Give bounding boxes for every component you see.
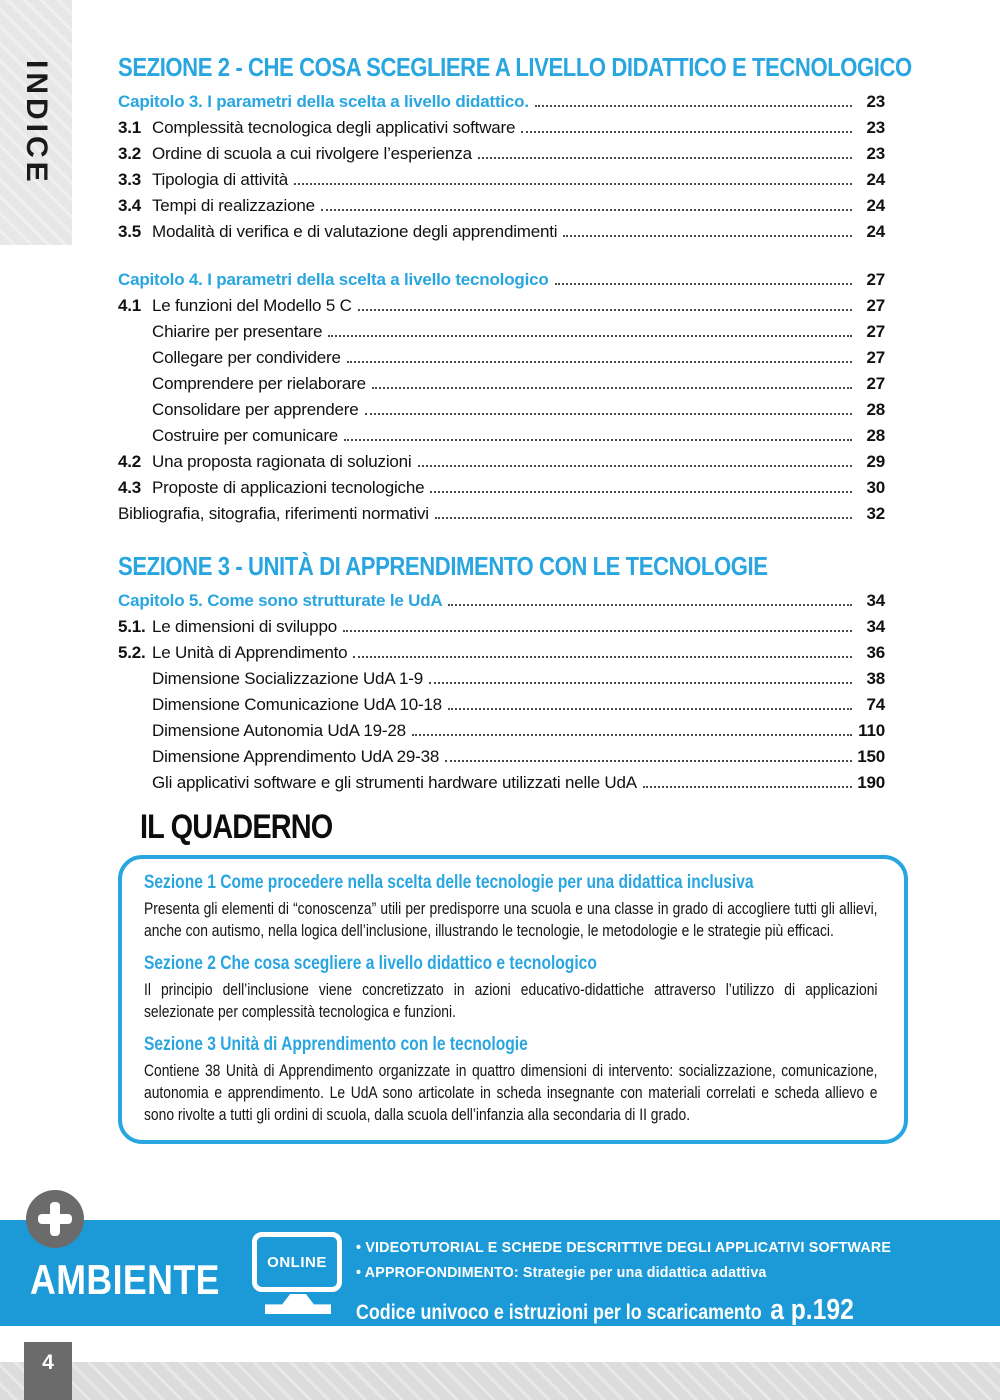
section-3-title: SEZIONE 3 - UNITÀ DI APPRENDIMENTO CON LE TECNOLOGIE: [118, 551, 768, 581]
toc-row-label: Gli applicativi software e gli strumenti hardware utilizzati nelle UdA: [152, 773, 637, 792]
plus-icon: [26, 1190, 84, 1248]
toc-row-label: Comprendere per rielaborare: [152, 374, 366, 393]
monitor-online-label: ONLINE: [267, 1253, 327, 1271]
quaderno-box: [118, 855, 908, 1144]
toc-row: [118, 588, 885, 614]
toc-row: [118, 167, 885, 193]
toc-row: [118, 219, 885, 245]
section-2-rows: [118, 89, 885, 527]
footer-stripe-band: [0, 1362, 1000, 1400]
toc-row-number: 5.2.: [118, 643, 146, 662]
toc-row-dot-leader: [445, 760, 852, 762]
toc-section-3: [118, 551, 908, 796]
ambiente-online-band: [0, 1220, 1000, 1326]
toc-row-label: Capitolo 3. I parametri della scelta a livello didattico.: [118, 92, 529, 111]
monitor-stand: [265, 1294, 331, 1314]
toc-row-label: Ordine di scuola a cui rivolgere l’esperienza: [152, 144, 472, 163]
toc-row-page-number: 34: [866, 617, 885, 636]
toc-row-page-number: 38: [866, 669, 885, 688]
toc-row-number: 5.1.: [118, 617, 146, 636]
toc-row-number: 4.3: [118, 478, 142, 497]
toc-row-number: 4.1: [118, 296, 142, 315]
toc-row-dot-leader: [563, 235, 852, 237]
quaderno-title: IL QUADERNO: [140, 808, 333, 846]
toc-row: [118, 371, 885, 397]
plus-icon-bar: [50, 1202, 60, 1236]
ambiente-details: [356, 1235, 942, 1327]
toc-row-page-number: 110: [858, 721, 885, 740]
quaderno-section-body: Contiene 38 Unità di Apprendimento organizzate in quattro dimensioni di intervento: socializzazione, comunicazione, autonomia e apprendimento. Le UdA sono articolate in scheda insegnante con materiali correlati e scheda allievo e sono rivolte a tutti gli ordini di scuola, dalla scuola dell’infanzia alla secondaria di II grado.: [144, 1061, 878, 1124]
toc-section-2: [118, 52, 912, 527]
toc-row-dot-leader: [353, 656, 852, 658]
toc-row-dot-leader: [430, 491, 852, 493]
toc-row: [118, 423, 885, 449]
ambiente-bullet-list: [356, 1235, 912, 1285]
ambiente-label: AMBIENTE: [30, 1256, 220, 1303]
toc-row-label: Le funzioni del Modello 5 C: [152, 296, 352, 315]
toc-row-dot-leader: [435, 517, 852, 519]
toc-row-number: 3.4: [118, 196, 142, 215]
toc-row-page-number: 23: [866, 144, 885, 163]
toc-row-dot-leader: [412, 734, 852, 736]
toc-row-number: 4.2: [118, 452, 142, 471]
ambiente-bullet: • APPROFONDIMENTO: Strategie per una didattica adattiva: [356, 1264, 767, 1281]
toc-row-label: Proposte di applicazioni tecnologiche: [152, 478, 425, 497]
codice-text: Codice univoco e istruzioni per lo scaricamento: [356, 1301, 762, 1324]
toc-row-page-number: 34: [866, 591, 885, 610]
toc-row-dot-leader: [448, 708, 852, 710]
toc-row: [118, 692, 885, 718]
quaderno-section: [144, 1033, 882, 1126]
toc-row-page-number: 30: [866, 478, 885, 497]
toc-row-page-number: 23: [866, 118, 885, 137]
quaderno-section-heading: Sezione 2 Che cosa scegliere a livello didattico e tecnologico: [144, 953, 597, 974]
monitor-screen: [252, 1232, 342, 1292]
toc-row: [118, 397, 885, 423]
toc-row-page-number: 24: [866, 196, 885, 215]
toc-row: [118, 267, 885, 293]
toc-row-page-number: 28: [866, 400, 885, 419]
toc-row: [118, 89, 885, 115]
toc-row-label: Costruire per comunicare: [152, 426, 339, 445]
toc-row: [118, 501, 885, 527]
toc-row-number: 3.3: [118, 170, 142, 189]
toc-row-page-number: 23: [866, 92, 885, 111]
toc-row-dot-leader: [643, 786, 852, 788]
toc-row-page-number: 27: [866, 374, 885, 393]
toc-row-dot-leader: [521, 131, 852, 133]
monitor-online-icon: [252, 1232, 344, 1314]
toc-row-page-number: 190: [857, 773, 885, 792]
toc-row: [118, 193, 885, 219]
toc-row-label: Dimensione Apprendimento UdA 29-38: [152, 747, 440, 766]
page-number-box: [24, 1342, 72, 1400]
toc-row-page-number: 24: [866, 170, 885, 189]
page-number: 4: [42, 1351, 54, 1374]
toc-row-dot-leader: [328, 335, 852, 337]
toc-row-dot-leader: [448, 604, 852, 606]
toc-row: [118, 345, 885, 371]
toc-row-label: Tempi di realizzazione: [152, 196, 315, 215]
quaderno-section: [144, 952, 882, 1023]
index-side-tab: [0, 0, 72, 245]
toc-row-page-number: 24: [866, 222, 885, 241]
codice-page-ref: a p.192: [770, 1294, 854, 1326]
toc-row: [118, 115, 885, 141]
toc-row: [118, 293, 885, 319]
quaderno-section-heading: Sezione 1 Come procedere nella scelta delle tecnologie per una didattica inclusiva: [144, 872, 754, 893]
toc-row: [118, 614, 885, 640]
toc-row-dot-leader: [372, 387, 852, 389]
toc-row-label: Chiarire per presentare: [152, 322, 323, 341]
toc-row-dot-leader: [429, 682, 852, 684]
toc-row-label: Tipologia di attività: [152, 170, 288, 189]
toc-row-page-number: 27: [866, 270, 885, 289]
index-side-tab-label: INDICE: [20, 59, 53, 186]
quaderno-section-heading: Sezione 3 Unità di Apprendimento con le tecnologie: [144, 1034, 528, 1055]
toc-row-page-number: 27: [866, 348, 885, 367]
toc-row-page-number: 27: [866, 322, 885, 341]
quaderno-section-body: Il principio dell’inclusione viene concretizzato in azioni educativo-didattiche attraverso l’utilizzo di applicazioni selezionate per complessità tecnologica e funzioni.: [144, 980, 878, 1021]
toc-row-number: 3.2: [118, 144, 142, 163]
toc-row: [118, 744, 885, 770]
toc-row-page-number: 28: [866, 426, 885, 445]
toc-row-dot-leader: [343, 630, 852, 632]
toc-row-label: Capitolo 4. I parametri della scelta a livello tecnologico: [118, 270, 549, 289]
toc-content: [118, 52, 912, 1144]
section-2-title: SEZIONE 2 - CHE COSA SCEGLIERE A LIVELLO DIDATTICO E TECNOLOGICO: [118, 52, 912, 82]
toc-row-dot-leader: [344, 439, 852, 441]
codice-line: [356, 1294, 854, 1327]
toc-row: [118, 770, 885, 796]
toc-row-page-number: 36: [866, 643, 885, 662]
toc-row-label: Le dimensioni di sviluppo: [152, 617, 337, 636]
toc-row: [118, 718, 885, 744]
toc-row-dot-leader: [358, 309, 852, 311]
toc-row-dot-leader: [294, 183, 852, 185]
toc-row-label: Dimensione Comunicazione UdA 10-18: [152, 695, 442, 714]
toc-row-number: 3.1: [118, 118, 142, 137]
quaderno-section-body: Presenta gli elementi di “conoscenza” utili per predisporre una scuola e una classe in grado di accogliere tutti gli allievi, anche con autismo, nella logica dell’inclusione, illustrando le tecnologie, le metodologie e le strategie più efficaci.: [144, 899, 878, 940]
toc-row-label: Dimensione Autonomia UdA 19-28: [152, 721, 406, 740]
toc-row-page-number: 27: [866, 296, 885, 315]
toc-row-page-number: 29: [866, 452, 885, 471]
toc-row: [118, 319, 885, 345]
toc-row: [118, 449, 885, 475]
toc-row-label: Le Unità di Apprendimento: [152, 643, 348, 662]
toc-row-label: Consolidare per apprendere: [152, 400, 359, 419]
toc-row-label: Complessità tecnologica degli applicativi software: [152, 118, 516, 137]
toc-row-dot-leader: [365, 413, 853, 415]
toc-row-dot-leader: [347, 361, 852, 363]
toc-row-page-number: 32: [866, 504, 885, 523]
toc-row-dot-leader: [321, 209, 852, 211]
toc-row: [118, 640, 885, 666]
toc-row-dot-leader: [418, 465, 852, 467]
toc-row: [118, 141, 885, 167]
toc-row-page-number: 74: [866, 695, 885, 714]
toc-row-label: Bibliografia, sitografia, riferimenti normativi: [118, 504, 429, 523]
section-3-rows: [118, 588, 885, 796]
toc-row: [118, 666, 885, 692]
toc-row-label: Dimensione Socializzazione UdA 1-9: [152, 669, 424, 688]
quaderno-section: [144, 871, 882, 942]
toc-row: [118, 475, 885, 501]
ambiente-bullet: • VIDEOTUTORIAL E SCHEDE DESCRITTIVE DEGLI APPLICATIVI SOFTWARE: [356, 1239, 892, 1256]
toc-row-label: Una proposta ragionata di soluzioni: [152, 452, 412, 471]
toc-row-dot-leader: [478, 157, 852, 159]
toc-row-number: 3.5: [118, 222, 142, 241]
toc-row-page-number: 150: [857, 747, 885, 766]
toc-row-label: Capitolo 5. Come sono strutturate le UdA: [118, 591, 443, 610]
toc-row-dot-leader: [555, 283, 852, 285]
toc-row-label: Modalità di verifica e di valutazione degli apprendimenti: [152, 222, 558, 241]
toc-row-dot-leader: [535, 105, 852, 107]
toc-row-label: Collegare per condividere: [152, 348, 341, 367]
